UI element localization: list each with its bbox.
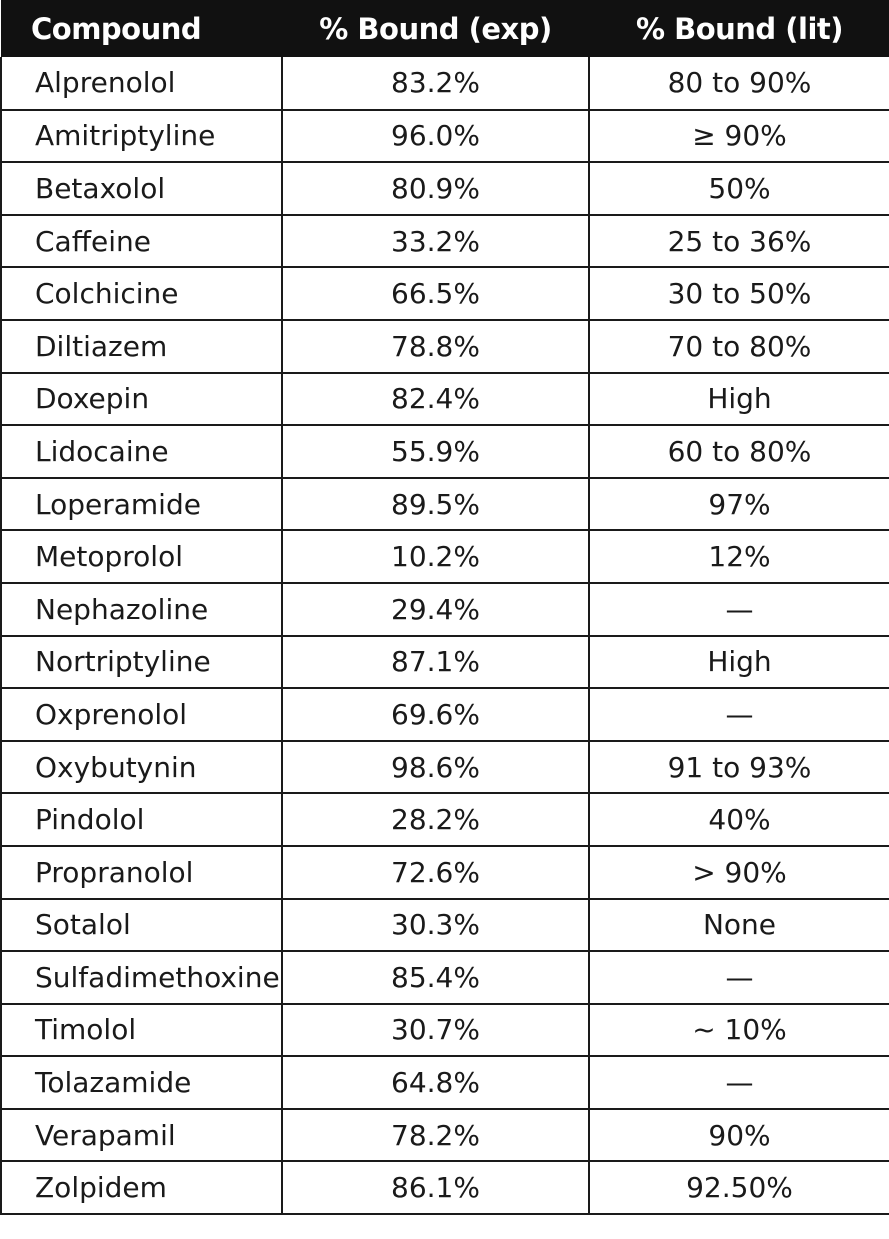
- compound-cell: Caffeine: [1, 215, 282, 268]
- compound-cell: Oxprenolol: [1, 688, 282, 741]
- bound-exp-cell: 89.5%: [282, 478, 589, 531]
- table-row: [1, 741, 889, 794]
- table-row: [1, 1109, 889, 1162]
- bound-exp-cell: 69.6%: [282, 688, 589, 741]
- bound-lit-cell: 30 to 50%: [589, 267, 889, 320]
- bound-lit-cell: 25 to 36%: [589, 215, 889, 268]
- compound-cell: Doxepin: [1, 373, 282, 426]
- bound-exp-cell: 96.0%: [282, 110, 589, 163]
- bound-lit-cell: —: [589, 583, 889, 636]
- compound-cell: Tolazamide: [1, 1056, 282, 1109]
- bound-lit-cell: —: [589, 951, 889, 1004]
- compound-cell: Timolol: [1, 1004, 282, 1057]
- table-row: [1, 899, 889, 952]
- compound-cell: Propranolol: [1, 846, 282, 899]
- compound-cell: Nephazoline: [1, 583, 282, 636]
- bound-exp-cell: 30.3%: [282, 899, 589, 952]
- bound-exp-cell: 55.9%: [282, 425, 589, 478]
- bound-lit-cell: 91 to 93%: [589, 741, 889, 794]
- bound-lit-cell: 90%: [589, 1109, 889, 1162]
- header-row: [1, 0, 889, 57]
- compound-cell: Loperamide: [1, 478, 282, 531]
- table-row: [1, 373, 889, 426]
- compound-cell: Sulfadimethoxine: [1, 951, 282, 1004]
- bound-exp-cell: 72.6%: [282, 846, 589, 899]
- table-row: [1, 57, 889, 110]
- compound-cell: Alprenolol: [1, 57, 282, 110]
- table-row: [1, 267, 889, 320]
- table-row: [1, 793, 889, 846]
- table-row: [1, 478, 889, 531]
- compound-cell: Lidocaine: [1, 425, 282, 478]
- bound-exp-cell: 66.5%: [282, 267, 589, 320]
- table-body: [1, 57, 889, 1214]
- bound-lit-cell: ~ 10%: [589, 1004, 889, 1057]
- table-row: [1, 583, 889, 636]
- table-row: [1, 1004, 889, 1057]
- header-bound-exp: % Bound (exp): [282, 0, 589, 57]
- table-row: [1, 688, 889, 741]
- table-row: [1, 425, 889, 478]
- bound-lit-cell: 12%: [589, 530, 889, 583]
- compound-cell: Nortriptyline: [1, 636, 282, 689]
- bound-lit-cell: —: [589, 688, 889, 741]
- bound-lit-cell: 80 to 90%: [589, 57, 889, 110]
- table-row: [1, 110, 889, 163]
- compound-cell: Pindolol: [1, 793, 282, 846]
- bound-exp-cell: 78.8%: [282, 320, 589, 373]
- compound-cell: Sotalol: [1, 899, 282, 952]
- bound-lit-cell: High: [589, 373, 889, 426]
- table-row: [1, 636, 889, 689]
- compound-cell: Verapamil: [1, 1109, 282, 1162]
- bound-lit-cell: ≥ 90%: [589, 110, 889, 163]
- bound-exp-cell: 87.1%: [282, 636, 589, 689]
- bound-exp-cell: 78.2%: [282, 1109, 589, 1162]
- bound-lit-cell: 92.50%: [589, 1161, 889, 1214]
- compound-cell: Oxybutynin: [1, 741, 282, 794]
- table-row: [1, 846, 889, 899]
- table-row: [1, 215, 889, 268]
- bound-exp-cell: 30.7%: [282, 1004, 589, 1057]
- table-row: [1, 162, 889, 215]
- bound-lit-cell: 70 to 80%: [589, 320, 889, 373]
- bound-exp-cell: 83.2%: [282, 57, 589, 110]
- bound-lit-cell: > 90%: [589, 846, 889, 899]
- table-header: [1, 0, 889, 57]
- compound-cell: Betaxolol: [1, 162, 282, 215]
- bound-exp-cell: 86.1%: [282, 1161, 589, 1214]
- bound-lit-cell: 60 to 80%: [589, 425, 889, 478]
- bound-lit-cell: None: [589, 899, 889, 952]
- header-bound-lit: % Bound (lit): [589, 0, 889, 57]
- table-row: [1, 1161, 889, 1214]
- bound-exp-cell: 98.6%: [282, 741, 589, 794]
- table-row: [1, 1056, 889, 1109]
- bound-lit-cell: 40%: [589, 793, 889, 846]
- bound-lit-cell: 97%: [589, 478, 889, 531]
- compound-cell: Amitriptyline: [1, 110, 282, 163]
- table-row: [1, 320, 889, 373]
- bound-exp-cell: 64.8%: [282, 1056, 589, 1109]
- compound-cell: Diltiazem: [1, 320, 282, 373]
- bound-lit-cell: High: [589, 636, 889, 689]
- header-compound: Compound: [1, 0, 282, 57]
- bound-exp-cell: 28.2%: [282, 793, 589, 846]
- compound-cell: Colchicine: [1, 267, 282, 320]
- bound-exp-cell: 80.9%: [282, 162, 589, 215]
- bound-lit-cell: —: [589, 1056, 889, 1109]
- bound-lit-cell: 50%: [589, 162, 889, 215]
- bound-exp-cell: 82.4%: [282, 373, 589, 426]
- bound-exp-cell: 29.4%: [282, 583, 589, 636]
- bound-exp-cell: 33.2%: [282, 215, 589, 268]
- table-row: [1, 951, 889, 1004]
- bound-exp-cell: 10.2%: [282, 530, 589, 583]
- table-row: [1, 530, 889, 583]
- bound-exp-cell: 85.4%: [282, 951, 589, 1004]
- compound-cell: Zolpidem: [1, 1161, 282, 1214]
- compound-cell: Metoprolol: [1, 530, 282, 583]
